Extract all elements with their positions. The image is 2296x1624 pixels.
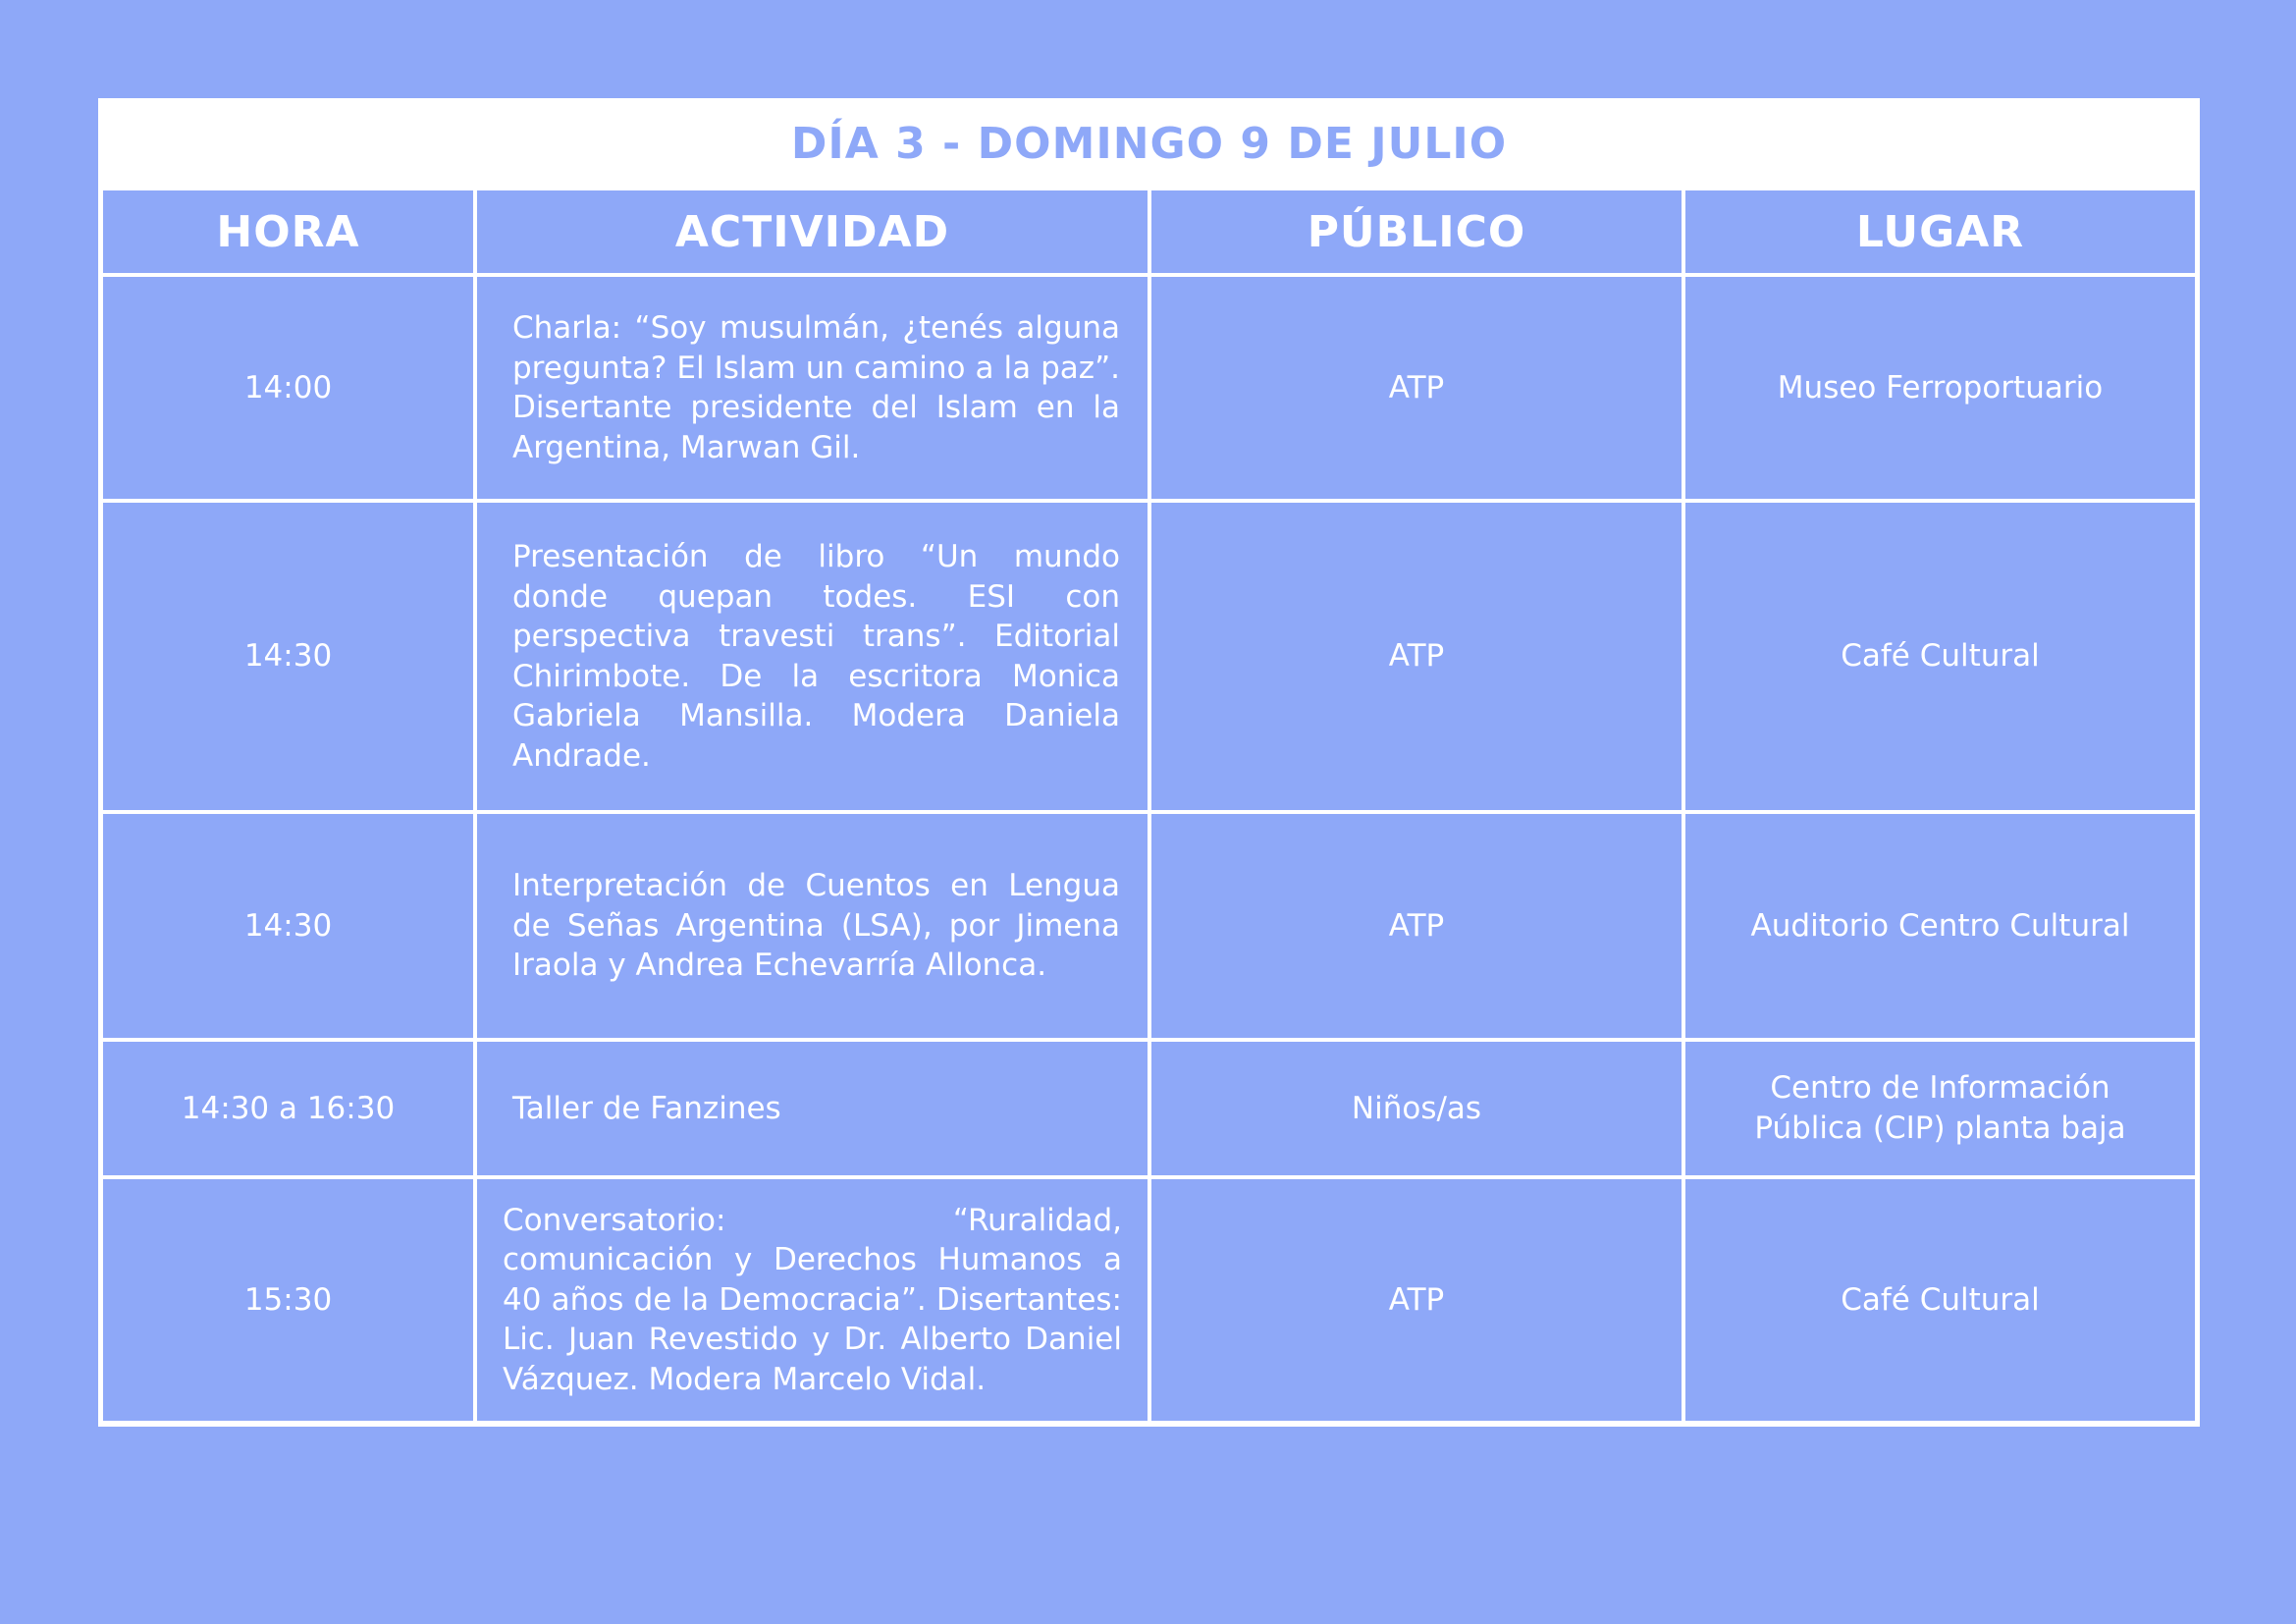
row-1-publico: ATP: [1151, 277, 1682, 499]
row-4-actividad: [477, 1042, 1148, 1175]
row-2-hora: 14:30: [103, 503, 473, 810]
page-title: DÍA 3 - DOMINGO 9 DE JULIO: [790, 118, 1508, 169]
schedule-table: [98, 98, 2200, 1427]
header-hora: HORA: [103, 190, 473, 273]
row-3-actividad-text: Interpretación de Cuentos en Lengua de Señas Argentina (LSA), por Jimena Iraola y Andrea Echevarría Allonca.: [512, 868, 1120, 984]
header-actividad: ACTIVIDAD: [477, 190, 1148, 273]
row-2-actividad: [477, 503, 1148, 810]
row-5-actividad: [477, 1179, 1148, 1421]
row-3-actividad: [477, 814, 1148, 1038]
row-4-hora: 14:30 a 16:30: [103, 1042, 473, 1175]
row-1-hora: 14:00: [103, 277, 473, 499]
row-1-actividad: [477, 277, 1148, 499]
row-2-publico: ATP: [1151, 503, 1682, 810]
row-5-publico: ATP: [1151, 1179, 1682, 1421]
row-5-actividad-text: Conversatorio: “Ruralidad, comunicación y Derechos Humanos a 40 años de la Democracia”. Disertantes: Lic. Juan Revestido y Dr. Alberto Daniel Vázquez. Modera Marcelo Vidal.: [503, 1202, 1122, 1397]
row-3-hora: 14:30: [103, 814, 473, 1038]
row-4-lugar: Centro de Información Pública (CIP) planta baja: [1685, 1042, 2195, 1175]
row-1-actividad-text: Charla: “Soy musulmán, ¿tenés alguna pregunta? El Islam un camino a la paz”. Disertante presidente del Islam en la Argentina, Marwan Gil.: [512, 310, 1120, 465]
row-2-lugar: Café Cultural: [1685, 503, 2195, 810]
row-1-lugar: Museo Ferroportuario: [1685, 277, 2195, 499]
row-4-actividad-text: Taller de Fanzines: [512, 1090, 781, 1126]
row-3-publico: ATP: [1151, 814, 1682, 1038]
row-4-publico: Niños/as: [1151, 1042, 1682, 1175]
row-2-actividad-text: Presentación de libro “Un mundo donde quepan todes. ESI con perspectiva travesti trans”. Editorial Chirimbote. De la escritora Monica Gabriela Mansilla. Modera Daniela Andrade.: [512, 539, 1120, 774]
header-lugar: LUGAR: [1685, 190, 2195, 273]
row-5-hora: 15:30: [103, 1179, 473, 1421]
row-3-lugar: Auditorio Centro Cultural: [1685, 814, 2195, 1038]
header-publico: PÚBLICO: [1151, 190, 1682, 273]
row-5-lugar: Café Cultural: [1685, 1179, 2195, 1421]
